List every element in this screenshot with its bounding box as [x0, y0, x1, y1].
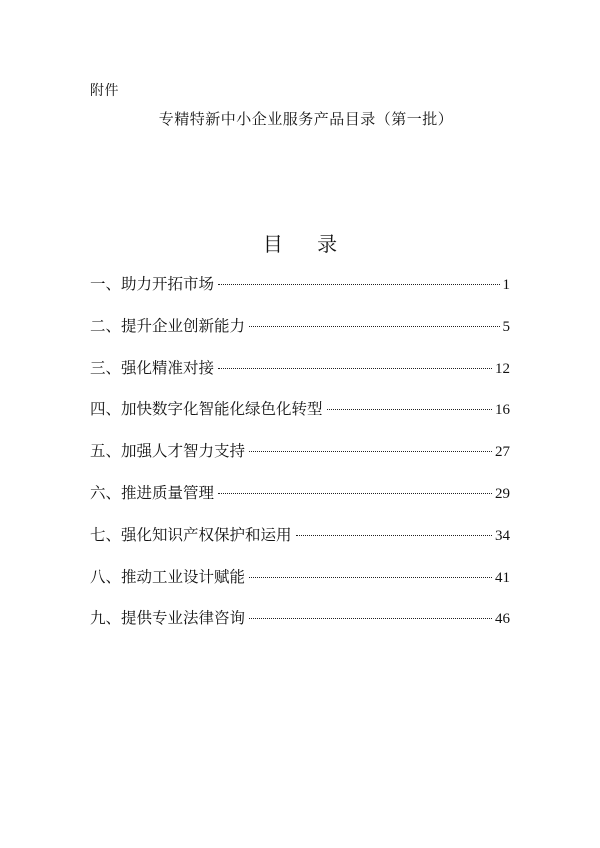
toc-entry[interactable] — [90, 356, 510, 398]
toc-entry-label: 一、助力开拓市场 — [90, 275, 215, 293]
toc-entry[interactable] — [90, 523, 510, 565]
toc-page-number: 46 — [495, 611, 510, 628]
toc-page-number: 29 — [495, 485, 510, 502]
toc-dot-leader — [327, 409, 492, 410]
toc-entry[interactable] — [90, 606, 510, 648]
toc-entry[interactable] — [90, 397, 510, 439]
toc-entry-label: 四、加快数字化智能化绿色化转型 — [90, 400, 323, 419]
toc-page-number: 27 — [495, 444, 510, 461]
toc-dot-leader — [218, 493, 492, 494]
toc-dot-leader — [218, 284, 499, 285]
toc-heading: 目 录 — [262, 232, 352, 256]
toc-page-number: 1 — [502, 277, 510, 293]
toc-entry-label: 三、强化精准对接 — [90, 358, 215, 377]
toc-dot-leader — [249, 326, 499, 327]
toc-dot-leader — [249, 451, 492, 452]
document-title: 专精特新中小企业服务产品目录（第一批） — [158, 110, 454, 128]
toc-page-number: 5 — [502, 318, 510, 335]
toc-entry[interactable] — [90, 481, 510, 523]
toc-page-number: 41 — [495, 569, 510, 586]
toc-entry-label: 二、提升企业创新能力 — [90, 316, 246, 335]
toc-entry[interactable] — [90, 439, 510, 481]
toc-dot-leader — [249, 618, 492, 619]
toc-entry-label: 五、加强人才智力支持 — [90, 442, 246, 461]
toc-dot-leader — [249, 577, 492, 578]
toc-page-number: 16 — [495, 402, 510, 419]
toc-dot-leader — [296, 535, 492, 536]
toc-entry[interactable] — [90, 565, 510, 607]
toc-page-number: 34 — [495, 527, 510, 544]
toc-dot-leader — [218, 368, 492, 369]
toc-entry-label: 八、推动工业设计赋能 — [90, 567, 246, 586]
toc-entry[interactable] — [90, 272, 510, 314]
toc-page-number: 12 — [495, 360, 510, 377]
table-of-contents — [90, 272, 510, 648]
toc-entry-label: 七、强化知识产权保护和运用 — [90, 525, 292, 544]
toc-entry-label: 六、推进质量管理 — [90, 483, 215, 502]
attachment-label: 附件 — [90, 83, 119, 99]
toc-entry[interactable] — [90, 314, 510, 356]
toc-entry-label: 九、提供专业法律咨询 — [90, 609, 246, 628]
